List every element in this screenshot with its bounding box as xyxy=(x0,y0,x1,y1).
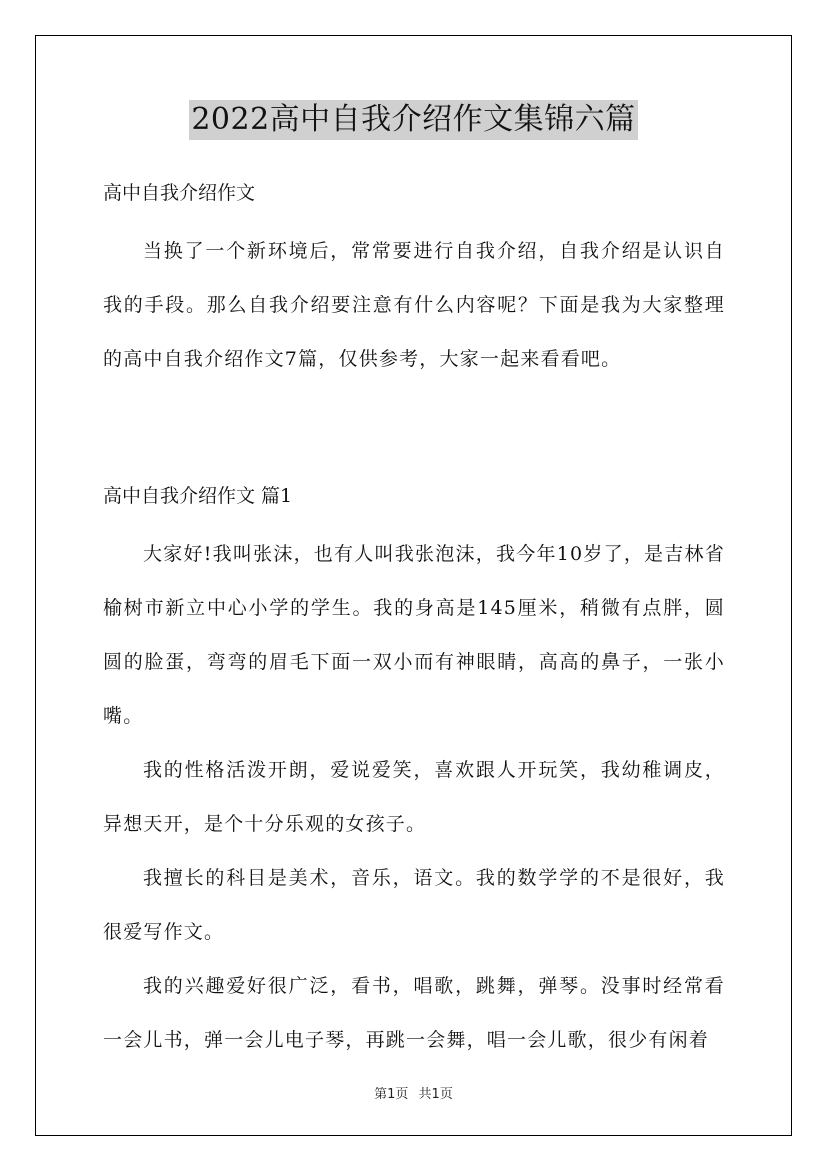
body-paragraph: 我的性格活泼开朗，爱说爱笑，喜欢跟人开玩笑，我幼稚调皮，异想天开，是个十分乐观的女孩子。 xyxy=(103,759,725,835)
page-footer: 第1页 共1页 xyxy=(374,1087,453,1102)
title-container xyxy=(0,100,827,140)
intro-paragraph: 当换了一个新环境后，常常要进行自我介绍，自我介绍是认识自我的手段。那么自我介绍要注意有什么内容呢？下面是我为大家整理的高中自我介绍作文7篇，仅供参考，大家一起来看看吧。 xyxy=(103,240,725,370)
section-heading: 高中自我介绍作文 篇1 xyxy=(103,485,293,507)
body-paragraph: 我擅长的科目是美术，音乐，语文。我的数学学的不是很好，我很爱写作文。 xyxy=(103,867,725,943)
document-body xyxy=(103,171,725,1067)
document-title: 2022高中自我介绍作文集锦六篇 xyxy=(189,100,637,140)
body-paragraph: 大家好!我叫张沫，也有人叫我张泡沫，我今年10岁了，是吉林省榆树市新立中心小学的学生。我的身高是145厘米，稍微有点胖，圆圆的脸蛋，弯弯的眉毛下面一双小而有神眼睛，高高的鼻子，一张小嘴。 xyxy=(103,543,725,727)
body-paragraph: 我的兴趣爱好很广泛，看书，唱歌，跳舞，弹琴。没事时经常看一会儿书，弹一会儿电子琴，再跳一会舞，唱一会儿歌，很少有闲着 xyxy=(103,975,725,1051)
section-heading: 高中自我介绍作文 xyxy=(103,182,256,204)
